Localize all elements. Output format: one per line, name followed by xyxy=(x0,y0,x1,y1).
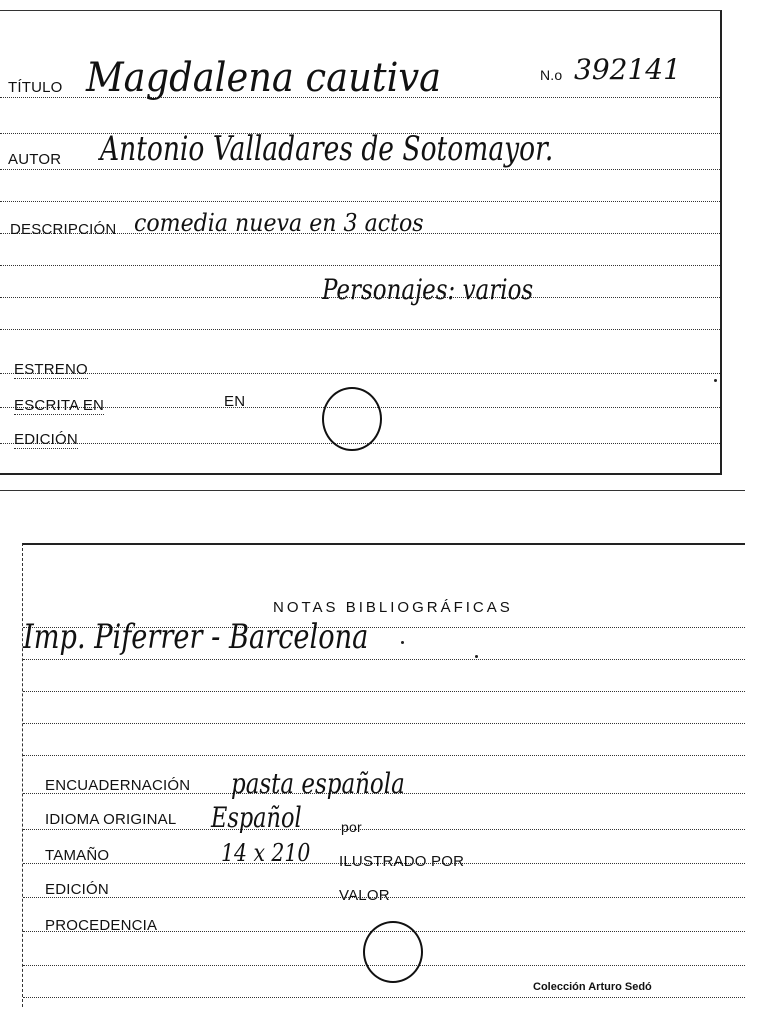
personajes-value: Personajes: varios xyxy=(322,273,534,306)
rule xyxy=(23,829,745,830)
rule xyxy=(0,265,720,266)
en-label: EN xyxy=(224,393,246,410)
rule xyxy=(23,755,745,756)
tamano-label: TAMAÑO xyxy=(45,847,110,864)
escrita-en-label: ESCRITA EN xyxy=(14,397,105,414)
rule xyxy=(0,373,720,374)
descripcion-value: comedia nueva en 3 actos xyxy=(134,209,424,237)
procedencia-label: PROCEDENCIA xyxy=(45,917,158,934)
por-label: por xyxy=(341,819,362,835)
credit-text: Colección Arturo Sedó xyxy=(533,981,652,993)
rule xyxy=(23,691,745,692)
titulo-label: TÍTULO xyxy=(8,79,63,96)
rule xyxy=(23,723,745,724)
ilustrado-label: ILUSTRADO POR xyxy=(339,853,465,870)
rule xyxy=(23,997,745,998)
catalog-card-back xyxy=(22,543,745,1007)
notas-title: NOTAS BIBLIOGRÁFICAS xyxy=(273,599,513,616)
numero-label: N.o xyxy=(540,67,563,83)
numero-value: 392141 xyxy=(574,53,681,86)
encuadernacion-label: ENCUADERNACIÓN xyxy=(45,777,191,794)
valor-label: VALOR xyxy=(339,887,390,904)
catalog-card-front xyxy=(0,10,722,475)
autor-value: Antonio Valladares de Sotomayor. xyxy=(100,129,554,169)
idioma-value: Español xyxy=(211,801,302,834)
edicion-label-back: EDICIÓN xyxy=(45,881,109,898)
notas-value: Imp. Piferrer - Barcelona xyxy=(23,617,369,657)
speck xyxy=(401,641,404,644)
rule xyxy=(0,169,720,170)
speck xyxy=(714,379,717,382)
estreno-label: ESTRENO xyxy=(14,361,88,378)
idioma-label: IDIOMA ORIGINAL xyxy=(45,811,177,828)
tamano-value: 14 x 210 xyxy=(221,839,311,867)
divider xyxy=(0,490,745,491)
titulo-value: Magdalena cautiva xyxy=(86,55,442,101)
speck xyxy=(475,655,478,658)
rule xyxy=(0,201,720,202)
stamp-circle xyxy=(322,387,382,451)
stamp-circle xyxy=(363,921,423,983)
rule xyxy=(0,329,720,330)
descripcion-label: DESCRIPCIÓN xyxy=(10,221,117,238)
rule xyxy=(23,659,745,660)
encuadernacion-value: pasta española xyxy=(231,767,405,800)
autor-label: AUTOR xyxy=(8,151,62,168)
edicion-label: EDICIÓN xyxy=(14,431,78,448)
